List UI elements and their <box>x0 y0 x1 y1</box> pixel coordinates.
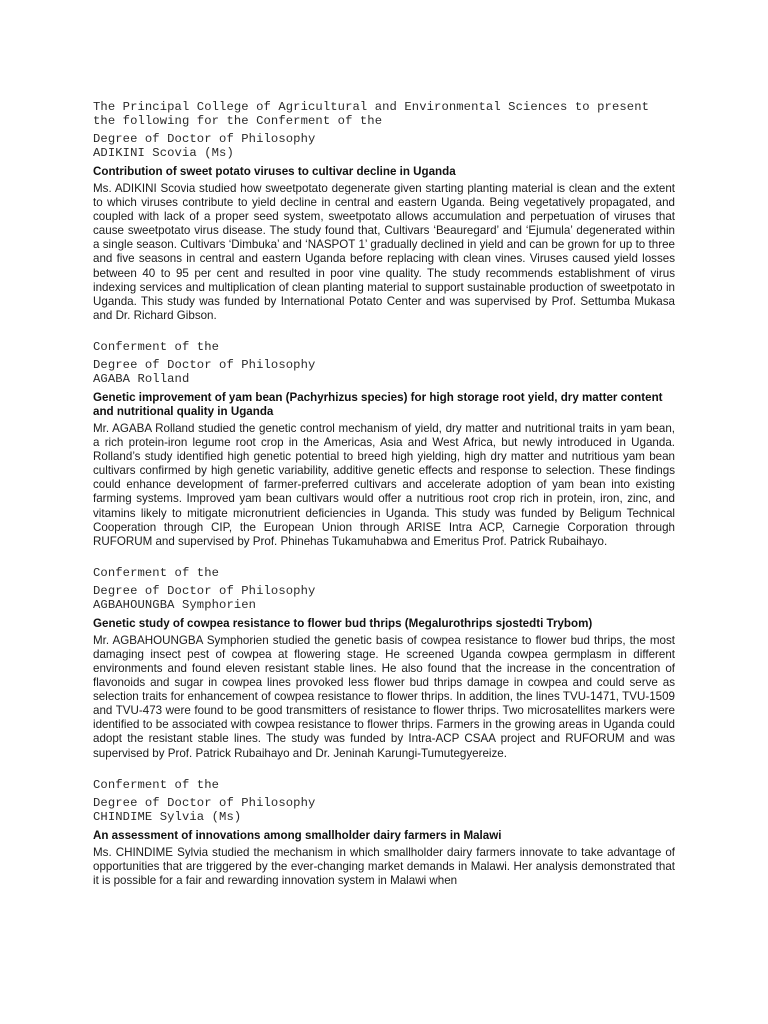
thesis-entry <box>93 340 675 549</box>
conferment-label: Conferment of the <box>93 777 220 792</box>
thesis-title: Genetic study of cowpea resistance to flower bud thrips (Megalurothrips sjostedti Trybom) <box>93 616 593 630</box>
degree-name: Degree of Doctor of Philosophy <box>93 357 316 372</box>
candidate-name: AGABA Rolland <box>93 371 190 386</box>
degree-block <box>93 132 675 160</box>
thesis-entry <box>93 778 675 888</box>
thesis-title: Contribution of sweet potato viruses to cultivar decline in Uganda <box>93 165 456 178</box>
conferment-label: Conferment of the <box>93 339 220 354</box>
intro-line-2: the following for the Conferment of the <box>93 114 383 128</box>
thesis-abstract: Mr. AGABA Rolland studied the genetic control mechanism of yield, dry matter and nutritional traits in yam bean, a rich protein-iron legume root crop in the Americas, Asia and West Africa, but newly introduced in Uganda. Rolland’s study identified high genetic potential to breed high yielding, high dry matter and nutritious yam bean cultivars confirmed by high genetic variability, additive genetic effects and response to selection. These findings could enhance development of farmer-preferred cultivars and accelerate adoption of yam bean into existing farming systems. Improved yam bean cultivars would offer a nutritious root crop rich in protein, iron, zinc, and vitamins likely to mitigate micronutrient deficiencies in Uganda. This study was funded by Beligum Technical Cooperation through CIP, the European Union through ARISE Intra ACP, Carnegie Corporation through RUFORUM and supervised by Prof. Phinehas Tukamuhabwa and Emeritus Prof. Patrick Rubaihayo. <box>93 421 675 548</box>
degree-name: Degree of Doctor of Philosophy <box>93 583 316 598</box>
candidate-name: AGBAHOUNGBA Symphorien <box>93 597 257 612</box>
degree-block <box>93 340 675 386</box>
thesis-abstract: Ms. ADIKINI Scovia studied how sweetpotato degenerate given starting planting material is clean and the extent to which viruses contribute to yield decline in central and eastern Uganda. Being vegetatively propagated, and coupled with lack of a proper seed system, sweetpotato allows accumulation and perpetuation of viruses that cause sweetpotato virus disease. The study found that, Cultivars ‘Beauregard’ and ‘Ejumula’ degenerated within a single season. Cultivars ‘Dimbuka’ and ‘NASPOT 1’ gradually declined in yield and can be grown for up to three and five seasons in central and eastern Uganda before replacing with clean vines. Viruses caused yield losses between 40 to 95 per cent and resulted in poor vine quality. The study recommends establishment of virus indexing services and multiplication of clean planting material to support sustainable production of sweetpotato in Uganda. This study was funded by International Potato Center and was supervised by Prof. Settumba Mukasa and Dr. Richard Gibson. <box>93 182 675 322</box>
intro-text <box>93 100 675 128</box>
degree-block <box>93 778 675 824</box>
thesis-title: An assessment of innovations among smallholder dairy farmers in Malawi <box>93 828 502 842</box>
degree-name: Degree of Doctor of Philosophy <box>93 795 316 810</box>
degree-name: Degree of Doctor of Philosophy <box>93 132 316 146</box>
intro-line-1: The Principal College of Agricultural and Environmental Sciences to present <box>93 100 650 114</box>
conferment-label: Conferment of the <box>93 565 220 580</box>
degree-block <box>93 566 675 612</box>
candidate-name: CHINDIME Sylvia (Ms) <box>93 809 242 824</box>
thesis-abstract: Mr. AGBAHOUNGBA Symphorien studied the genetic basis of cowpea resistance to flower bud thrips, the most damaging insect pest of cowpea at flowering stage. He screened Uganda cowpea germplasm in different environments and found eleven resistant stable lines. He also found that the increase in the concentration of flavonoids and sugar in cowpea lines provoked less flower bud thrips damage in cowpea and could serve as selection traits for enhancement of cowpea resistance to flower thrips. In addition, the lines TVU-1471, TVU-1509 and TVU-473 were found to be good transmitters of resistance to flower thrips. Two microsatellites markers were identified to be associated with cowpea resistance to flower thrips. Farmers in the growing areas in Uganda could adopt the resistant stable lines. The study was funded by Intra-ACP CSAA project and RUFORUM and was supervised by Prof. Patrick Rubaihayo and Dr. Jeninah Karungi-Tumutegyereize. <box>93 633 675 760</box>
document-page <box>93 100 675 905</box>
thesis-entry <box>93 132 675 323</box>
thesis-abstract: Ms. CHINDIME Sylvia studied the mechanism in which smallholder dairy farmers innovate to take advantage of opportunities that are triggered by the ever-changing market demands in Malawi. Her analysis demonstrated that it is possible for a fair and rewarding innovation system in Malawi when <box>93 845 675 887</box>
thesis-title: Genetic improvement of yam bean (Pachyrhizus species) for high storage root yield, dry matter content and nutritional quality in Uganda <box>93 390 663 418</box>
candidate-name: ADIKINI Scovia (Ms) <box>93 146 234 160</box>
thesis-entry <box>93 566 675 761</box>
